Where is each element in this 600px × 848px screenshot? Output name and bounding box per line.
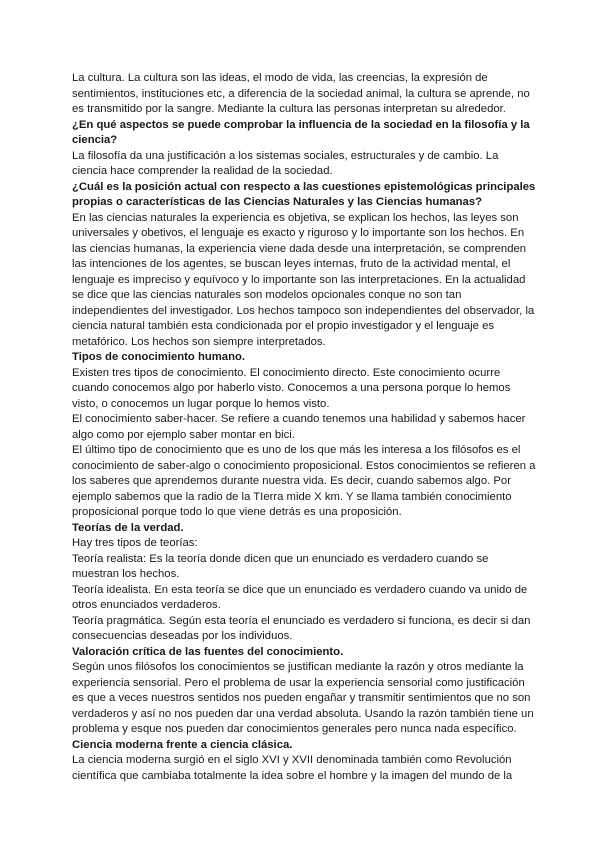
heading-knowledge-types: Tipos de conocimiento humano. — [72, 351, 246, 363]
paragraph-idealist-theory: Teoría idealista. En esta teoría se dice que un enunciado es verdadero cuando va unido de otros enunciados verdaderos. — [72, 583, 528, 611]
paragraph-know-how: El conocimiento saber-hacer. Se refiere a cuando tenemos una habilidad y sabemos hacer algo como por ejemplo saber montar en bici. — [72, 413, 526, 441]
paragraph-realist-theory: Teoría realista: Es la teoría donde dicen que un enunciado es verdadero cuando se muestran los hechos. — [72, 552, 489, 580]
heading-truth-theories: Teorías de la verdad. — [72, 521, 184, 534]
heading-critical-valuation: Valoración crítica de las fuentes del conocimiento. — [72, 645, 344, 658]
paragraph-modern-science: La ciencia moderna surgió en el siglo XVI y XVII denominada también como Revolución científica que cambiaba totalmente la idea sobre el hombre y la imagen del mundo de la — [72, 754, 513, 782]
paragraph-propositional-knowledge: El último tipo de conocimiento que es uno de los que más les interesa a los filósofos es el conocimiento de saber-algo o conocimiento proposicional. Estos conocimientos se refieren a los saberes que aprendemos durante nuestra vida. Es decir, cuando sabemos algo. Por ejemplo sabemos que la radio de la TIerra mide X km. Y se llama también conocimiento proposicional porque todo lo que viene detrás es una proposición. — [72, 444, 536, 518]
paragraph-natural-human-sciences: En las ciencias naturales la experiencia es objetiva, se explican los hechos, las leyes son universales y obetivos, el lenguaje es exacto y riguroso y lo importante son los hechos. En las ciencias humanas, la experiencia viene dada desde una interpretación, se comprenden las intenciones de los agentes, se buscan leyes internas, fruto de la actividad mental, el lenguaje es impreciso y equívoco y lo importante son las interpretaciones. En la actualidad se dice que las ciencias naturales son modelos opcionales conque no son tan independientes del investigador. Los hechos tampoco son independientes del observador, la ciencia natural también esta condicionada por el propio investigador y el lenguaje es metafórico. Los hechos son siempre interpretados. — [72, 211, 535, 348]
paragraph-three-theories: Hay tres tipos de teorías: — [72, 537, 198, 549]
paragraph-culture: La cultura. La cultura son las ideas, el modo de vida, las creencias, la expresión de sentimientos, instituciones etc, a diferencia de la sociedad animal, la cultura se aprende, no es transmitido por la sangre. Mediante la cultura las personas interpretan su alrededor. — [72, 72, 530, 115]
heading-epistemological-position: ¿Cuál es la posición actual con respecto a las cuestiones epistemológicas principales propias o características de las Ciencias Naturales y las Ciencias humanas? — [72, 180, 536, 208]
heading-society-influence: ¿En qué aspectos se puede comprobar la influencia de la sociedad en la filosofía y la ciencia? — [72, 118, 530, 146]
paragraph-reason-experience: Según unos filósofos los conocimientos se justifican mediante la razón y otros mediante la experiencia sensorial. Pero el problema de usar la experiencia sensorial como justificación es que a veces nuestros sentidos nos pueden engañar y transmitir sentimientos que no son verdaderos y así no nos pueden dar una verdad absoluta. Usando la razón también tiene un problema y esque nos pueden dar conocimientos generales pero nunca nada específico. — [72, 661, 534, 735]
paragraph-direct-knowledge: Existen tres tipos de conocimiento. El conocimiento directo. Este conocimiento ocurre cuando conocemos algo por haberlo visto. Conocemos a una persona porque lo hemos visto, o conocemos un lugar porque lo hemos visto. — [72, 366, 511, 410]
paragraph-philosophy-justification: La filosofía da una justificación a los sistemas sociales, estructurales y de cambio. La ciencia hace comprender la realidad de la sociedad. — [72, 149, 499, 177]
heading-modern-vs-classical: Ciencia moderna frente a ciencia clásica. — [72, 738, 293, 751]
paragraph-pragmatic-theory: Teoría pragmática. Según esta teoría el enunciado es verdadero si funciona, es decir si dan consecuencias deseadas por los individuos. — [72, 614, 531, 642]
